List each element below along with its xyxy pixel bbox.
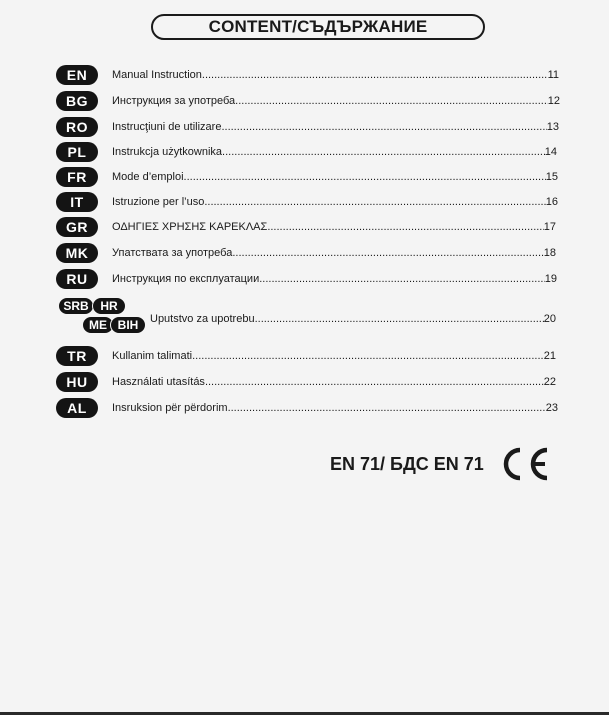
leader-dots — [204, 196, 545, 208]
language-badge: EN — [56, 65, 98, 85]
entry-label: Uputstvo za upotrebu — [150, 313, 255, 325]
entry-label: Упатствата за употреба — [112, 247, 233, 259]
toc-badge-pl — [56, 142, 98, 162]
entry-label: Kullanim talimati — [112, 350, 193, 362]
toc-badge-fr — [56, 167, 98, 187]
toc-entry-balkan[interactable] — [150, 313, 556, 325]
toc-badge-en — [56, 65, 98, 85]
leader-dots — [228, 402, 546, 414]
toc-entry-pl[interactable] — [112, 146, 557, 158]
page-number: 23 — [545, 402, 558, 414]
leader-dots — [184, 171, 546, 183]
language-badge: BG — [56, 91, 98, 111]
leader-dots — [232, 247, 543, 259]
toc-badge-ro — [56, 117, 98, 137]
toc-entry-ru[interactable] — [112, 273, 557, 285]
entry-label: Instrukcja użytkownika — [112, 146, 223, 158]
leader-dots — [221, 121, 546, 133]
language-badge-me: ME — [82, 316, 114, 334]
entry-label: Instrucţiuni de utilizare — [112, 121, 222, 133]
language-badge-bih: BIH — [110, 316, 146, 334]
entry-label: Használati utasítás — [112, 376, 205, 388]
toc-badge-it — [56, 192, 98, 212]
language-badge-srb: SRB — [58, 297, 94, 315]
entry-label: Инструкция за употреба — [112, 95, 236, 107]
toc-badge-hu — [56, 372, 98, 392]
leader-dots — [235, 95, 548, 107]
toc-entry-mk[interactable] — [112, 247, 556, 259]
page-number: 11 — [547, 69, 559, 81]
toc-entry-al[interactable] — [112, 402, 558, 414]
language-badge: FR — [56, 167, 98, 187]
entry-label: Инструкция по експлуатации — [112, 273, 260, 285]
toc-entry-fr[interactable] — [112, 171, 558, 183]
entry-label: Mode d’emploi — [112, 171, 184, 183]
toc-badge-gr — [56, 217, 98, 237]
toc-entry-gr[interactable] — [112, 221, 556, 233]
entry-label: Insruksion për përdorim — [112, 402, 228, 414]
toc-badge-al — [56, 398, 98, 418]
language-badge: RO — [56, 117, 98, 137]
leader-dots — [259, 273, 545, 285]
page-number: 13 — [546, 121, 559, 133]
safety-standard: EN 71/ БДС EN 71 — [330, 454, 484, 474]
page-number: 17 — [543, 221, 556, 233]
leader-dots — [205, 376, 544, 388]
page-number: 19 — [544, 273, 557, 285]
language-badge: IT — [56, 192, 98, 212]
page-number: 15 — [545, 171, 558, 183]
toc-entry-bg[interactable] — [112, 95, 560, 107]
language-badge: AL — [56, 398, 98, 418]
leader-dots — [267, 221, 543, 233]
language-badge-hr: HR — [92, 297, 126, 315]
page-title: CONTENT/СЪДЪРЖАНИЕ — [151, 14, 485, 40]
entry-label: Manual Instruction — [112, 69, 202, 81]
page-number: 16 — [545, 196, 558, 208]
toc-badge-mk — [56, 243, 98, 263]
page-number: 12 — [547, 95, 560, 107]
leader-dots — [202, 69, 548, 81]
toc-entry-en[interactable] — [112, 69, 559, 81]
ce-mark-icon — [500, 446, 552, 482]
language-badge: HU — [56, 372, 98, 392]
page-number: 21 — [543, 350, 556, 362]
toc-entry-tr[interactable] — [112, 350, 556, 362]
language-badge: PL — [56, 142, 98, 162]
toc-entry-hu[interactable] — [112, 376, 556, 388]
language-badge: RU — [56, 269, 98, 289]
leader-dots — [192, 350, 544, 362]
leader-dots — [222, 146, 545, 158]
language-badge: TR — [56, 346, 98, 366]
page-number: 18 — [543, 247, 556, 259]
toc-badge-ru — [56, 269, 98, 289]
page-number: 20 — [543, 313, 556, 325]
language-badge: GR — [56, 217, 98, 237]
language-badge: MK — [56, 243, 98, 263]
entry-label: ΟΔΗΓΙΕΣ ΧΡΗΣΗΣ ΚΑΡΕΚΛΑΣ — [112, 221, 268, 233]
page-number: 14 — [544, 146, 557, 158]
toc-entry-it[interactable] — [112, 196, 558, 208]
entry-label: Istruzione per l’uso — [112, 196, 205, 208]
toc-badge-tr — [56, 346, 98, 366]
toc-badge-bg — [56, 91, 98, 111]
page-number: 22 — [543, 376, 556, 388]
toc-entry-ro[interactable] — [112, 121, 559, 133]
leader-dots — [255, 313, 544, 325]
